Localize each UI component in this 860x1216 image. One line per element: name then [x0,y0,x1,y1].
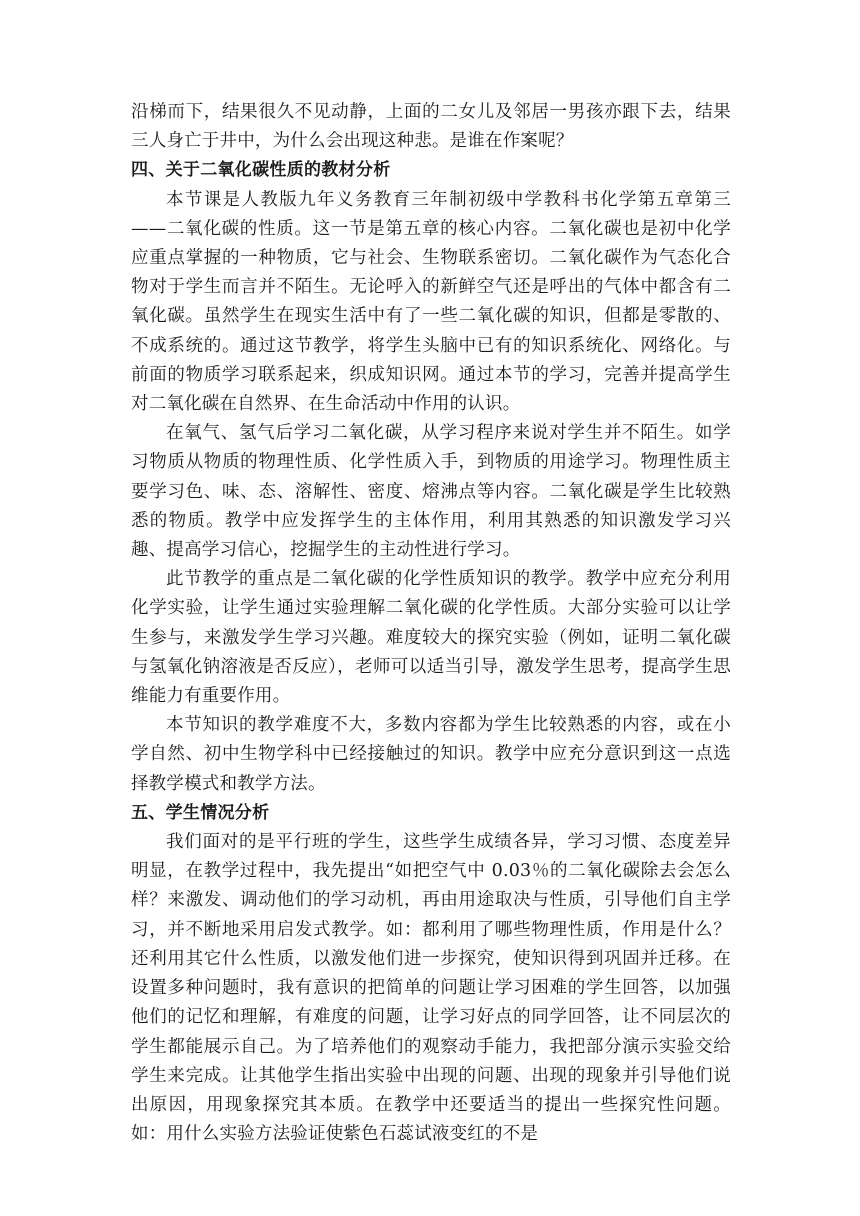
document-page [131,98,731,1149]
paragraph-teaching-difficulty: 本节知识的教学难度不大，多数内容都为学生比较熟悉的内容，或在小学自然、初中生物学科中已经接触过的知识。教学中应充分意识到这一点选择教学模式和教学方法。 [131,715,731,794]
paragraph-student-situation: 我们面对的是平行班的学生，这些学生成绩各异，学习习惯、态度差异明显，在教学过程中，我先提出“如把空气中 0.03％的二氧化碳除去会怎么样？来激发、调动他们的学习动机，再由用途取决与性质，引导他们自主学习，并不断地采用启发式教学。如：都利用了哪些物理性质，作用是什么？还利用其它什么性质，以激发他们进一步探究，使知识得到巩固并迁移。在设置多种问题时，我有意识的把简单的问题让学习困难的学生回答，以加强他们的记忆和理解，有难度的问题，让学习好点的同学回答，让不同层次的学生都能展示自己。为了培养他们的观察动手能力，我把部分演示实验交给学生来完成。让其他学生指出实验中出现的问题、出现的现象并引导他们说出原因，用现象探究其本质。在教学中还要适当的提出一些探究性问题。如：用什么实验方法验证使紫色石蕊试液变红的不是 [131,832,731,1145]
section-heading-student-analysis: 五、学生情况分析 [131,802,270,823]
paragraph-learning-sequence: 在氧气、氢气后学习二氧化碳，从学习程序来说对学生并不陌生。如学习物质从物质的物理性质、化学性质入手，到物质的用途学习。物理性质主要学习色、味、态、溶解性、密度、熔沸点等内容。二氧化碳是学生比较熟悉的物质。教学中应发挥学生的主体作用，利用其熟悉的知识激发学习兴趣、提高学习信心，挖掘学生的主动性进行学习。 [131,423,731,561]
section-heading-textbook-analysis: 四、关于二氧化碳性质的教材分析 [131,160,391,181]
paragraph-teaching-focus: 此节教学的重点是二氧化碳的化学性质知识的教学。教学中应充分利用化学实验，让学生通过实验理解二氧化碳的化学性质。大部分实验可以让学生参与，来激发学生学习兴趣。难度较大的探究实验（例如，证明二氧化碳与氢氧化钠溶液是否反应），老师可以适当引导，激发学生思考，提高学生思维能力有重要作用。 [131,569,731,707]
paragraph-continuation: 沿梯而下，结果很久不见动静，上面的二女儿及邻居一男孩亦跟下去，结果三人身亡于井中，为什么会出现这种悲。是谁在作案呢？ [131,102,731,152]
paragraph-lesson-intro: 本节课是人教版九年义务教育三年制初级中学教科书化学第五章第三——二氧化碳的性质。这一节是第五章的核心内容。二氧化碳也是初中化学应重点掌握的一种物质，它与社会、生物联系密切。二氧化碳作为气态化合物对于学生而言并不陌生。无论呼入的新鲜空气还是呼出的气体中都含有二氧化碳。虽然学生在现实生活中有了一些二氧化碳的知识，但都是零散的、不成系统的。通过这节教学，将学生头脑中已有的知识系统化、网络化。与前面的物质学习联系起来，织成知识网。通过本节的学习，完善并提高学生对二氧化碳在自然界、在生命活动中作用的认识。 [131,189,731,415]
